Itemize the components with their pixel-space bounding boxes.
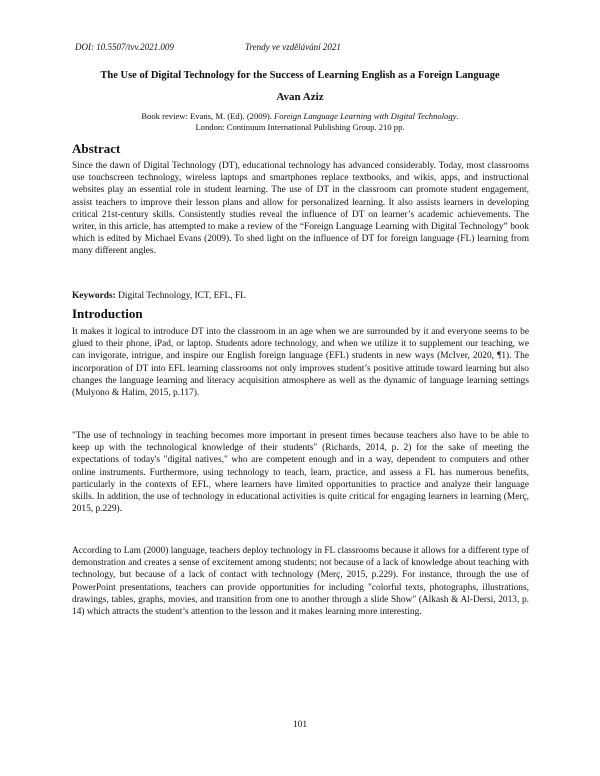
keywords-label: Keywords: <box>72 291 116 301</box>
page-number: 101 <box>292 720 308 730</box>
keywords-value: Digital Technology, ICT, EFL, FL <box>115 291 246 301</box>
intro-paragraph-1: It makes it logical to introduce DT into the classroom in an age when we are surrounded by it and everyone seems to be glued to their phone, iPad, or laptop. Students adore technology, and when we utilize it to supplement our teaching, we can invigorate, intrigue, and inspire our English foreign language (EFL) students in new ways (McIver, 2020, ¶1). The incorporation of DT into EFL learning classrooms not only improves student’s positive attitude toward learning but also changes the language learning and literacy acquisition atmosphere as well as the dynamic of language learning settings (Mulyono & Halim, 2015, p.117). <box>72 327 529 399</box>
review-publisher: London: Continuum International Publishing Group. 210 pp. <box>195 122 405 132</box>
review-book-title: Foreign Language Learning with Digital Technology <box>274 111 457 121</box>
author-name: Avan Aziz <box>276 91 324 103</box>
doi-header: DOI: 10.5507/tvv.2021.009 <box>75 42 174 52</box>
keywords <box>72 290 529 302</box>
review-suffix: . <box>456 111 459 121</box>
intro-paragraph-2: "The use of technology in teaching becomes more important in present times because teachers also have to be able to keep up with the technological knowledge of their students" (Richards, 2014, p. 2) for the sake of meeting the expectations of today's "digital natives," who are competent enough and in a way, dependent to computers and other online instruments. Furthermore, using technology to teach, learn, practice, and assess a FL has numerous benefits, particularly in the contexts of EFL, where learners have limited opportunities to practice and analyze their language skills. In addition, the use of technology in educational activities is quite critical for engaging learners in learning (Merç, 2015, p.229). <box>72 431 529 515</box>
journal-header: Trendy ve vzdělávání 2021 <box>245 42 341 52</box>
abstract-heading: Abstract <box>72 141 121 156</box>
article-title: The Use of Digital Technology for the Success of Learning English as a Foreign Language <box>100 70 500 81</box>
book-review-citation <box>60 111 540 133</box>
review-prefix: Book review: Evans, M. (Ed). (2009). <box>141 111 275 121</box>
abstract-text: Since the dawn of Digital Technology (DT), educational technology has advanced considerably. Today, most classrooms use touchscreen technology, wireless laptops and smartphones replace textbooks, and wikis, apps, and instructional websites play an essential role in student learning. The use of DT in the classroom can promote student engagement, assist teachers to improve their lesson plans and allow for personalized learning. It also assists learners in developing critical 21st-century skills. Consistently studies reveal the influence of DT on learner’s academic achievements. The writer, in this article, has attempted to make a review of the “Foreign Language Learning with Digital Technology” book which is edited by Michael Evans (2009). To shed light on the influence of DT for foreign language (FL) learning from many different angles. <box>72 161 529 257</box>
introduction-heading: Introduction <box>72 306 143 321</box>
intro-paragraph-3: According to Lam (2000) language, teachers deploy technology in FL classrooms because it allows for a different type of demonstration and creates a sense of excitement among students; not because of a lack of knowledge about teaching with technology, but because of a lack of contact with technology (Merç, 2015, p.229). For instance, through the use of PowerPoint presentations, teachers can provide opportunities for including "colorful texts, photographs, illustrations, drawings, tables, graphs, movies, and transition from one to another through a slide Show" (Alkash & Al-Dersi, 2013, p. 14) which attracts the student’s attention to the lesson and it makes learning more interesting. <box>72 546 529 618</box>
